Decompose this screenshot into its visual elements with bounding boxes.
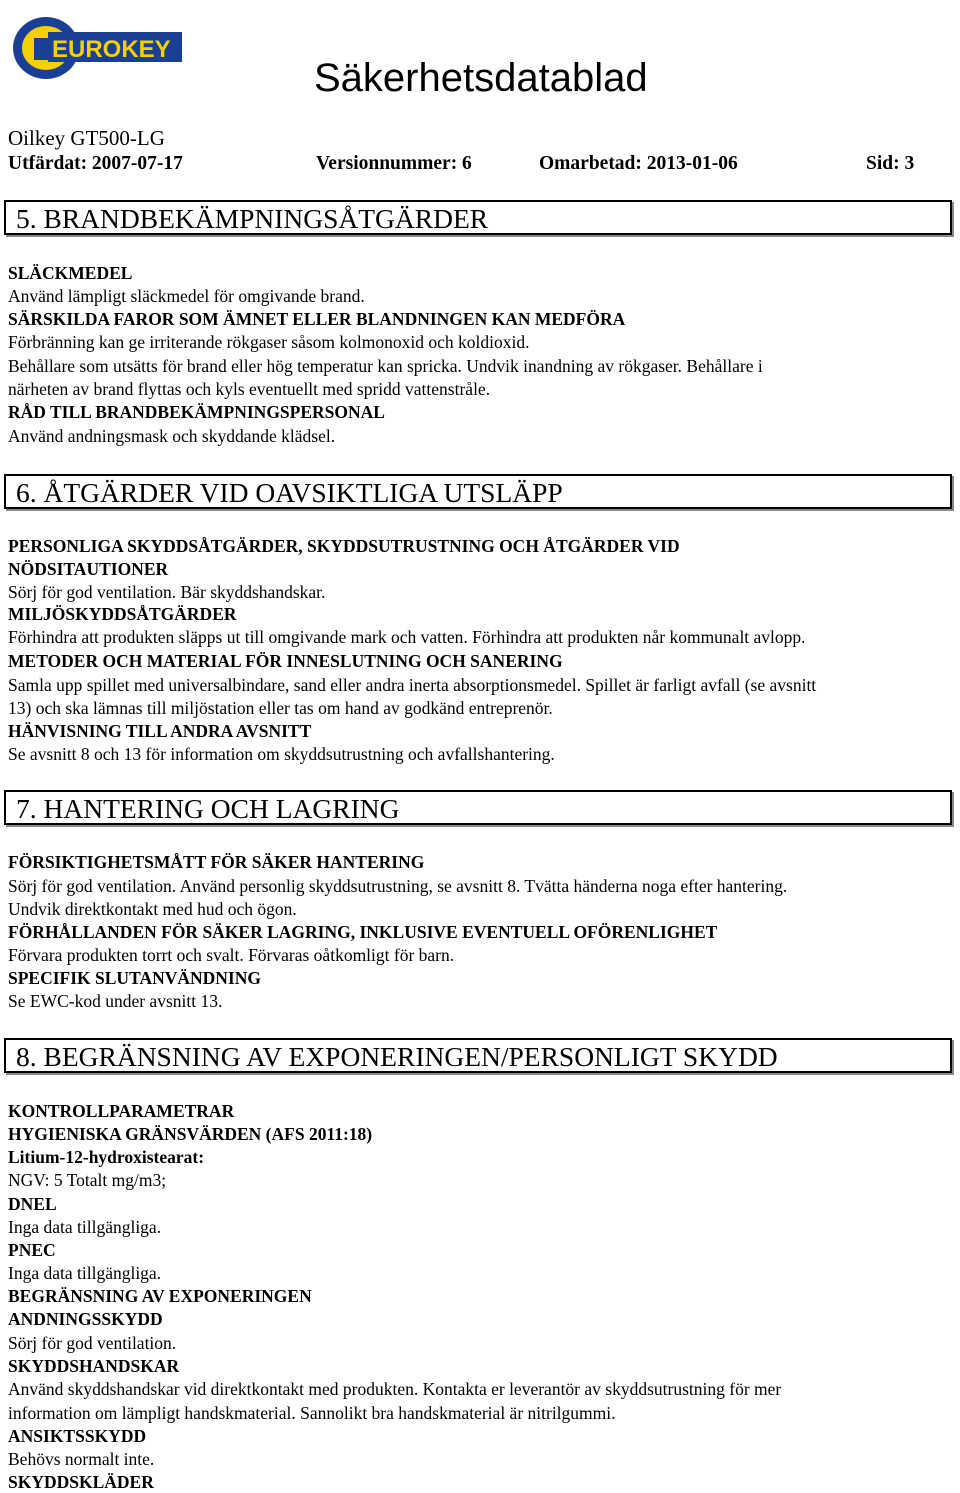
page-number: Sid: 3: [866, 153, 915, 174]
section-8-heading: SKYDDSKLÄDER: [8, 1472, 154, 1492]
section-8-heading: ANSIKTSSKYDD: [8, 1426, 147, 1446]
section-8-text: Inga data tillgängliga.: [8, 1217, 162, 1237]
section-8-text: Behövs normalt inte.: [8, 1449, 155, 1469]
section-6-text: 13) och ska lämnas till miljöstation eller tas om hand av godkänd entreprenör.: [8, 698, 553, 718]
section-6-text: Se avsnitt 8 och 13 för information om skyddsutrustning och avfallshantering.: [8, 744, 555, 764]
section-5-text: närheten av brand flyttas och kyls eventuellt med spridd vattenstråle.: [8, 379, 491, 399]
section-8-heading: SKYDDSHANDSKAR: [8, 1356, 180, 1376]
section-7-title: 7. HANTERING OCH LAGRING: [16, 793, 400, 824]
product-name: Oilkey GT500-LG: [8, 126, 165, 150]
section-5-title: 5. BRANDBEKÄMPNINGSÅTGÄRDER: [16, 203, 489, 234]
section-7-text: Se EWC-kod under avsnitt 13.: [8, 991, 223, 1011]
section-8-text: Sörj för god ventilation.: [8, 1333, 177, 1353]
section-5-heading: RÅD TILL BRANDBEKÄMPNINGSPERSONAL: [8, 402, 385, 422]
section-8-title: 8. BEGRÄNSNING AV EXPONERINGEN/PERSONLIGT SKYDD: [16, 1041, 778, 1072]
section-6-heading: METODER OCH MATERIAL FÖR INNESLUTNING OCH SANERING: [8, 651, 563, 671]
section-8-heading: DNEL: [8, 1194, 57, 1214]
section-6-heading: HÄNVISNING TILL ANDRA AVSNITT: [8, 721, 312, 741]
section-7-text: Undvik direktkontakt med hud och ögon.: [8, 899, 297, 919]
section-5-header: [4, 200, 952, 235]
revised-date: Omarbetad: 2013-01-06: [539, 153, 738, 174]
section-6-text: Förhindra att produkten släpps ut till omgivande mark och vatten. Förhindra att produkten når kommunalt avlopp.: [8, 627, 806, 647]
section-6-heading: NÖDSITAUTIONER: [8, 559, 169, 579]
section-7-text: Förvara produkten torrt och svalt. Förvaras oåtkomligt för barn.: [8, 945, 455, 965]
section-5-text: Förbränning kan ge irriterande rökgaser såsom kolmonoxid och koldioxid.: [8, 332, 530, 352]
section-7-text: Sörj för god ventilation. Använd personlig skyddsutrustning, se avsnitt 8. Tvätta händerna noga efter hantering.: [8, 876, 788, 896]
section-5-heading: SLÄCKMEDEL: [8, 263, 133, 283]
section-6-title: 6. ÅTGÄRDER VID OAVSIKTLIGA UTSLÄPP: [16, 477, 563, 508]
section-8-heading: PNEC: [8, 1240, 56, 1260]
section-8-heading: BEGRÄNSNING AV EXPONERINGEN: [8, 1286, 312, 1306]
section-8-text: Använd skyddshandskar vid direktkontakt med produkten. Kontakta er leverantör av skyddsutrustning för mer: [8, 1379, 782, 1399]
section-5-heading: SÄRSKILDA FAROR SOM ÄMNET ELLER BLANDNINGEN KAN MEDFÖRA: [8, 309, 626, 329]
section-7-header: [4, 790, 952, 825]
section-5-text: Använd lämpligt släckmedel för omgivande brand.: [8, 286, 365, 306]
section-5-text: Behållare som utsätts för brand eller hög temperatur kan spricka. Undvik inandning av rökgaser. Behållare i: [8, 356, 763, 376]
svg-text:EUROKEY: EUROKEY: [52, 36, 171, 63]
section-7-heading: FÖRSIKTIGHETSMÅTT FÖR SÄKER HANTERING: [8, 852, 425, 872]
section-8-heading: HYGIENISKA GRÄNSVÄRDEN (AFS 2011:18): [8, 1124, 373, 1144]
section-5-text: Använd andningsmask och skyddande klädsel.: [8, 426, 336, 446]
section-8-heading: Litium-12-hydroxistearat:: [8, 1147, 205, 1167]
section-6-header: [4, 474, 952, 509]
eurokey-logo: [8, 10, 184, 86]
section-8-heading: KONTROLLPARAMETRAR: [8, 1101, 235, 1121]
section-6-text: Sörj för god ventilation. Bär skyddshandskar.: [8, 582, 326, 602]
version-number: Versionnummer: 6: [316, 153, 472, 174]
section-6-heading: PERSONLIGA SKYDDSÅTGÄRDER, SKYDDSUTRUSTNING OCH ÅTGÄRDER VID: [8, 536, 680, 556]
section-8-text: NGV: 5 Totalt mg/m3;: [8, 1170, 167, 1190]
issued-date: Utfärdat: 2007-07-17: [8, 153, 183, 174]
section-8-text: information om lämpligt handskmaterial. Sannolikt bra handskmaterial är nitrilgummi.: [8, 1403, 616, 1423]
section-6-text: Samla upp spillet med universalbindare, sand eller andra inerta absorptionsmedel. Spillet är farligt avfall (se avsnitt: [8, 675, 817, 695]
section-7-heading: SPECIFIK SLUTANVÄNDNING: [8, 968, 261, 988]
document-title: Säkerhetsdatablad: [314, 56, 648, 100]
section-8-header: [4, 1038, 952, 1073]
section-6-heading: MILJÖSKYDDSÅTGÄRDER: [8, 604, 237, 624]
section-8-text: Inga data tillgängliga.: [8, 1263, 162, 1283]
section-7-heading: FÖRHÅLLANDEN FÖR SÄKER LAGRING, INKLUSIVE EVENTUELL OFÖRENLIGHET: [8, 922, 718, 942]
section-8-heading: ANDNINGSSKYDD: [8, 1309, 163, 1329]
